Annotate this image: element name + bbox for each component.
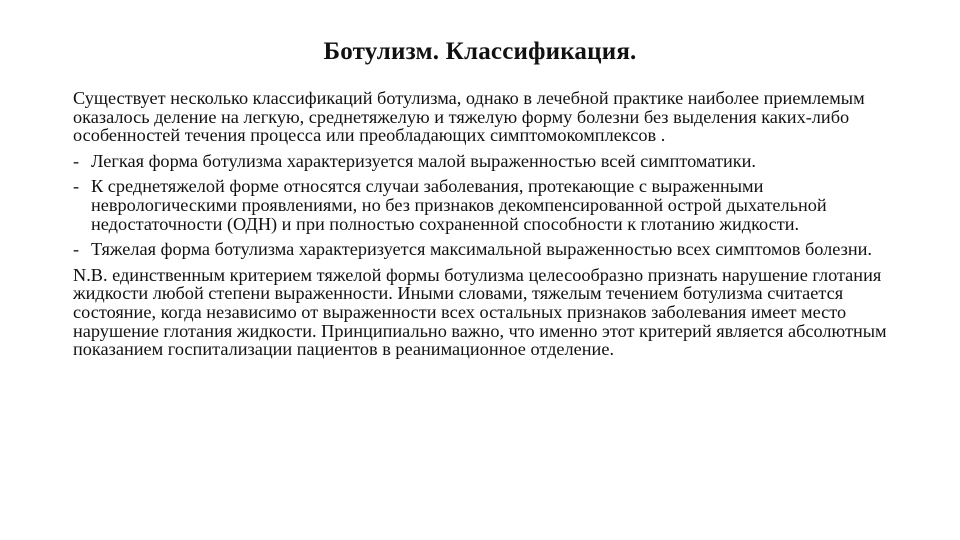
nb-paragraph: N.B. единственным критерием тяжелой формы ботулизма целесообразно признать нарушение глотания жидкости любой степени выраженности. Иными словами, тяжелым течением ботулизма считается состояние, когда независимо от выраженности всех остальных признаков заболевания имеет место нарушение глотания жидкости. Принципиально важно, что именно этот критерий является абсолютным показанием госпитализации пациентов в реанимационное отделение.	[73, 264, 887, 360]
intro-paragraph: Существует несколько классификаций ботулизма, однако в лечебной практике наиболее приемлемым оказалось деление на легкую, среднетяжелую и тяжелую форму болезни без выделения каких-либо особенностей течения процесса или преобладающих симптомокомплексов .	[73, 88, 865, 146]
bullet-severe-form	[73, 240, 893, 259]
slide-title: Ботулизм. Классификация.	[323, 38, 637, 65]
bullet-dash: -	[73, 239, 80, 260]
bullet-text: Легкая форма ботулизма характеризуется малой выраженностью всей симптоматики.	[91, 150, 756, 171]
bullet-dash: -	[73, 150, 80, 171]
bullet-text: К среднетяжелой форме относятся случаи заболевания, протекающие с выраженными неврологическими проявлениями, но без признаков декомпенсированной острой дыхательной недостаточности (ОДН) и при полностью сохраненной способности к глотанию жидкости.	[91, 176, 827, 234]
bullet-text: Тяжелая форма ботулизма характеризуется максимальной выраженностью всех симптомов болезни.	[91, 239, 872, 260]
slide-body	[73, 89, 893, 366]
bullet-mild-form	[73, 152, 893, 171]
bullet-moderate-form	[73, 177, 893, 233]
bullet-dash: -	[73, 176, 80, 197]
